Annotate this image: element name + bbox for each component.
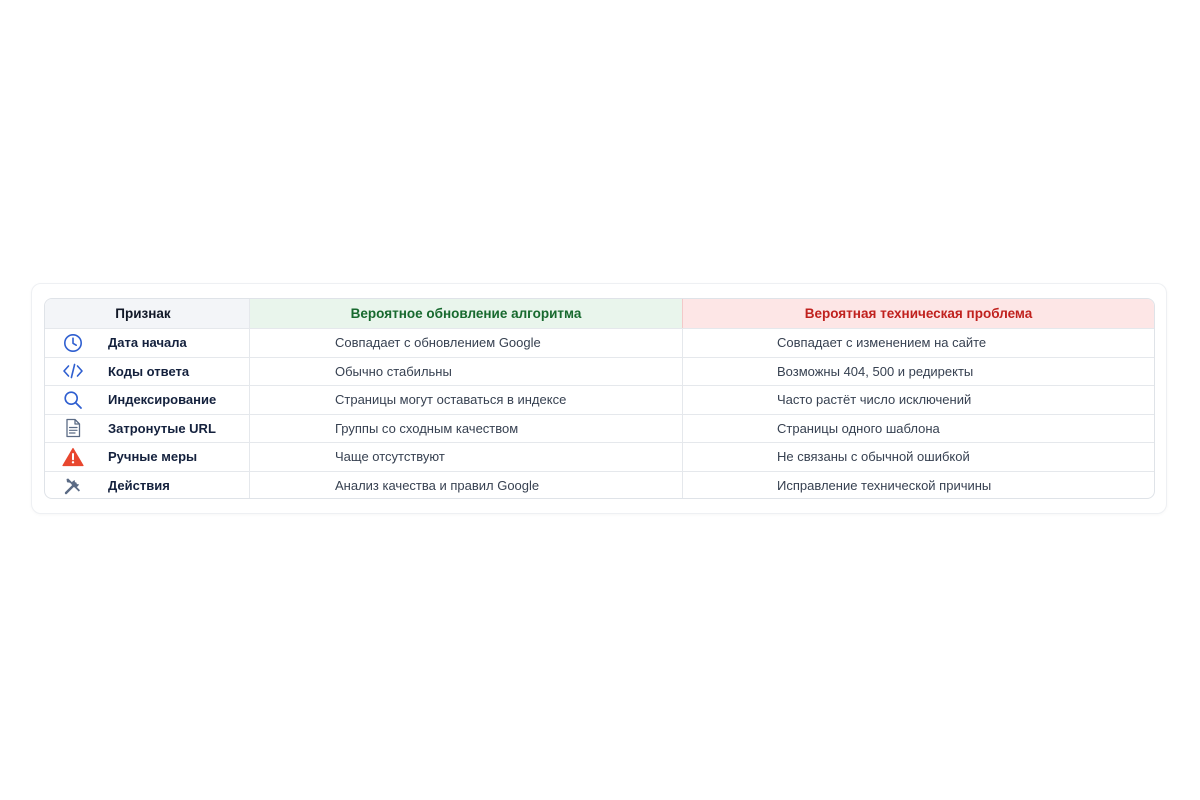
table-row [45,443,1154,472]
technical-cell: Страницы одного шаблона [777,420,940,436]
technical-cell: Не связаны с обычной ошибкой [777,449,970,465]
table-row [45,386,1154,415]
warning-icon [62,446,84,468]
feature-label: Индексирование [108,392,217,408]
feature-cell [45,472,250,500]
technical-cell: Совпадает с изменением на сайте [777,335,987,351]
algorithm-cell: Анализ качества и правил Google [250,472,683,500]
feature-cell [45,443,250,471]
table-row [45,329,1154,358]
clock-icon [62,332,84,354]
header-technical-problem: Вероятная техническая проблема [683,299,1154,328]
technical-cell: Исправление технической причины [777,478,992,494]
table-row [45,415,1154,444]
feature-label: Ручные меры [108,449,198,465]
table-row [45,472,1154,500]
feature-cell [45,415,250,443]
code-icon [62,360,84,382]
tools-icon [62,475,84,497]
algorithm-cell: Совпадает с обновлением Google [250,329,683,357]
comparison-table [44,298,1155,499]
table-header-row [45,299,1154,329]
feature-label: Дата начала [108,335,187,351]
feature-label: Коды ответа [108,363,190,379]
header-algorithm-update: Вероятное обновление алгоритма [250,299,683,328]
technical-cell: Часто растёт число исключений [777,392,972,408]
algorithm-cell: Чаще отсутствуют [250,443,683,471]
feature-label: Затронутые URL [108,420,216,436]
search-icon [62,389,84,411]
feature-cell [45,386,250,414]
feature-label: Действия [108,478,170,494]
algorithm-cell: Обычно стабильны [250,358,683,386]
technical-cell: Возможны 404, 500 и редиректы [777,363,974,379]
algorithm-cell: Группы со сходным качеством [250,415,683,443]
header-feature: Признак [45,299,250,328]
feature-cell [45,329,250,357]
algorithm-cell: Страницы могут оставаться в индексе [250,386,683,414]
table-row [45,358,1154,387]
document-icon [62,417,84,439]
feature-cell [45,358,250,386]
